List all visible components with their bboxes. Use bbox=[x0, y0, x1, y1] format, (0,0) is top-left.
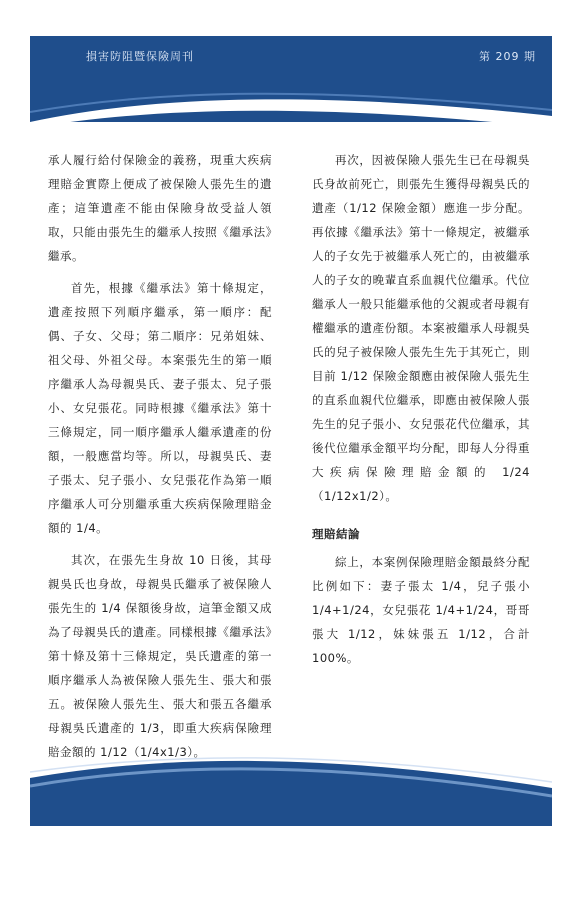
footer-wave-decoration bbox=[30, 752, 552, 826]
publication-title: 損害防阻暨保險周刊 bbox=[86, 50, 194, 63]
paragraph-subrogation-inheritance: 再次，因被保險人張先生已在母親吳氏身故前死亡，則張先生獲得母親吳氏的遺產（1/12 保險金額）應進一步分配。再依據《繼承法》第十一條規定，被繼承人的子女先于被繼承人死亡的，由被繼承人的子女的晚輩直系血親代位繼承。代位繼承人一般只能繼承他的父親或者母親有權繼承的遺產份額。本案被繼承人母親吳氏的兒子被保險人張先生先于其死亡，則目前 1/12 保險金額應由被保險人張先生的直系血親代位繼承，即應由被保險人張先生的兒子張小、女兒張花代位繼承，其後代位繼承金額平均分配，即每人分得重大疾病保險理賠金額的 1/24（1/12x1/2）。 bbox=[312, 153, 530, 503]
header-wave-decoration bbox=[30, 82, 552, 128]
left-column bbox=[48, 148, 272, 772]
paragraph-first-order-heirs: 首先，根據《繼承法》第十條規定，遺產按照下列順序繼承，第一順序：配偶、子女、父母；第二順序：兄弟姐妹、祖父母、外祖父母。本案張先生的第一順序繼承人為母親吳氏、妻子張太、兒子張小、女兒張花。同時根據《繼承法》第十三條規定，同一順序繼承人繼承遺產的份額，一般應當均等。所以，母親吳氏、妻子張太、兒子張小、女兒張花作為第一順序繼承人可分別繼承重大疾病保險理賠金額的 1/4。 bbox=[48, 281, 272, 535]
paragraph-continuation: 承人履行給付保險金的義務，現重大疾病理賠金實際上便成了被保險人張先生的遺產；這筆遺產不能由保險身故受益人領取，只能由張先生的繼承人按照《繼承法》繼承。 bbox=[48, 153, 272, 263]
right-column bbox=[312, 148, 530, 678]
section-heading-conclusion: 理賠結論 bbox=[312, 527, 360, 541]
paragraph-mother-estate: 其次，在張先生身故 10 日後，其母親吳氏也身故，母親吳氏繼承了被保險人張先生的 1/4 保額後身故，這筆金額又成為了母親吳氏的遺產。同樣根據《繼承法》第十條及第十三條規定，吳氏遺產的第一順序繼承人為被保險人張先生、張大和張五。被保險人張先生、張大和張五各繼承母親吳氏遺產的 1/3，即重大疾病保險理賠金額的 1/12（1/4x1/3）。 bbox=[48, 553, 272, 759]
paragraph-conclusion: 綜上，本案例保險理賠金額最終分配比例如下：妻子張太 1/4，兒子張小 1/4+1/24，女兒張花 1/4+1/24，哥哥張大 1/12，妹妹張五 1/12，合計 100%。 bbox=[312, 555, 530, 665]
issue-number: 第 209 期 bbox=[479, 50, 536, 63]
